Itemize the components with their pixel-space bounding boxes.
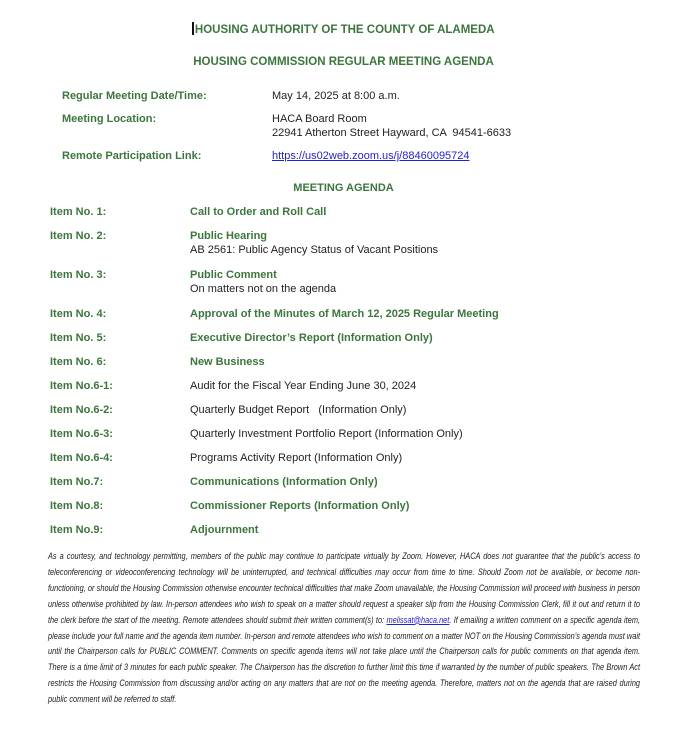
agenda-item bbox=[50, 403, 687, 417]
agenda-item-title: Audit for the Fiscal Year Ending June 30, 2024 bbox=[190, 380, 417, 392]
agenda-item-title: Executive Director’s Report (Information Only) bbox=[190, 332, 433, 344]
agenda-item-number: Item No.8: bbox=[50, 500, 104, 512]
agenda-item bbox=[50, 379, 687, 393]
agenda-item-title: Programs Activity Report (Information Only) bbox=[190, 452, 403, 464]
agenda-item-content bbox=[190, 307, 499, 321]
agenda-item-number: Item No.6-4: bbox=[50, 452, 113, 464]
agenda-item-subtitle: On matters not on the agenda bbox=[190, 283, 337, 295]
agenda-item-number: Item No.6-2: bbox=[50, 404, 113, 416]
agenda-item bbox=[50, 229, 687, 258]
agenda-item bbox=[50, 307, 687, 321]
agenda-item-number: Item No.7: bbox=[50, 476, 104, 488]
agenda-item-content bbox=[190, 427, 463, 441]
agenda-items bbox=[50, 205, 687, 537]
zoom-meeting-link[interactable]: https://us02web.zoom.us/j/88460095724 bbox=[272, 150, 470, 162]
document-subtitle: HOUSING COMMISSION REGULAR MEETING AGENDA bbox=[193, 56, 494, 68]
agenda-item-content bbox=[190, 379, 416, 393]
courtesy-notice-text-1: As a courtesy, and technology permitting, members of the public may continue to participate virtually by Zoom. However, HACA does not guarantee that the public’s access to teleconferencing or videoconferencing technology will be uninterrupted, and technical difficulties may occur from time to time. Should Zoom not be available, or become non-functioning, or should the Housing Commission otherwise encounter technical difficulties that make Zoom unavailable, the Housing Commission will proceed with business in person unless otherwise prohibited by law. In-person attendees who wish to speak on a matter should request a speaker slip from the Housing Commission Clerk, fill it out and return it to the clerk before the start of the meeting. Remote attendees should submit their written comment(s) to: bbox=[48, 551, 641, 625]
agenda-item bbox=[50, 355, 687, 369]
agenda-item-title: Approval of the Minutes of March 12, 2025 Regular Meeting bbox=[190, 308, 499, 320]
meeting-location-row bbox=[62, 112, 687, 140]
agenda-item-number: Item No. 2: bbox=[50, 230, 107, 242]
meeting-info bbox=[62, 89, 687, 163]
agenda-item-content bbox=[190, 205, 326, 219]
remote-participation-label: Remote Participation Link: bbox=[62, 150, 202, 162]
agenda-item-title: Call to Order and Roll Call bbox=[190, 206, 327, 218]
agenda-item-content bbox=[190, 331, 433, 345]
agenda-item-number: Item No. 1: bbox=[50, 206, 107, 218]
agenda-item-content bbox=[190, 523, 258, 537]
courtesy-notice-text-2: . If emailing a written comment on a specific agenda item, please include your full name and the agenda item number. In-person and remote attendees who wish to comment on a matter NOT on the Housing Commission’s agenda must wait until the Chairperson calls for PUBLIC COMMENT. Comments on specific agenda items will not take place until the Chairperson calls for public comments on that agenda item. There is a time limit of 3 minutes for each public speaker. The Chairperson has the discretion to further limit this time if warranted by the number of public speakers. The Brown Act restricts the Housing Commission from discussing and/or acting on any matters that are not on the meeting agenda. Therefore, matters not on the agenda that are raised during public comment will be referred to staff. bbox=[48, 614, 641, 705]
agenda-item-title: Public Comment bbox=[190, 269, 277, 281]
meeting-date-row bbox=[62, 89, 687, 103]
meeting-date-label: Regular Meeting Date/Time: bbox=[62, 90, 207, 102]
meeting-location-line2: 22941 Atherton Street Hayward, CA 94541-6633 bbox=[272, 127, 512, 139]
agenda-item-number: Item No.6-1: bbox=[50, 380, 113, 392]
document-title-text: HOUSING AUTHORITY OF THE COUNTY OF ALAMEDA bbox=[194, 24, 495, 36]
agenda-heading: MEETING AGENDA bbox=[293, 182, 394, 194]
agenda-item-number: Item No.9: bbox=[50, 524, 104, 536]
agenda-item-content bbox=[190, 499, 409, 513]
courtesy-notice bbox=[48, 549, 640, 708]
agenda-item-number: Item No. 3: bbox=[50, 269, 107, 281]
meeting-location-value bbox=[272, 112, 511, 140]
agenda-item bbox=[50, 427, 687, 441]
meeting-location-line1: HACA Board Room bbox=[272, 113, 367, 125]
agenda-item-content bbox=[190, 403, 406, 417]
agenda-item bbox=[50, 475, 687, 489]
agenda-item-number: Item No. 6: bbox=[50, 356, 107, 368]
text-cursor bbox=[192, 22, 194, 35]
agenda-item-content bbox=[190, 229, 438, 258]
agenda-item-title: Quarterly Investment Portfolio Report (Information Only) bbox=[190, 428, 463, 440]
agenda-item-title: New Business bbox=[190, 356, 265, 368]
agenda-item-number: Item No. 4: bbox=[50, 308, 107, 320]
agenda-item-content bbox=[190, 268, 336, 297]
agenda-item-number: Item No. 5: bbox=[50, 332, 107, 344]
document-title bbox=[0, 22, 687, 37]
meeting-date-value: May 14, 2025 at 8:00 a.m. bbox=[272, 90, 400, 102]
agenda-item-number: Item No.6-3: bbox=[50, 428, 113, 440]
meeting-location-label: Meeting Location: bbox=[62, 113, 157, 125]
agenda-item-title: Commissioner Reports (Information Only) bbox=[190, 500, 410, 512]
agenda-item-content bbox=[190, 355, 265, 369]
agenda-item-content bbox=[190, 451, 402, 465]
clerk-email-link[interactable]: melissat@haca.net bbox=[386, 614, 450, 625]
agenda-item-title: Quarterly Budget Report (Information Only) bbox=[190, 404, 407, 416]
agenda-item bbox=[50, 499, 687, 513]
agenda-item bbox=[50, 523, 687, 537]
agenda-item-content bbox=[190, 475, 378, 489]
agenda-item bbox=[50, 205, 687, 219]
remote-participation-row bbox=[62, 149, 687, 163]
agenda-item-title: Communications (Information Only) bbox=[190, 476, 378, 488]
agenda-item-subtitle: AB 2561: Public Agency Status of Vacant Positions bbox=[190, 244, 439, 256]
agenda-item bbox=[50, 331, 687, 345]
agenda-item-title: Public Hearing bbox=[190, 230, 268, 242]
agenda-item bbox=[50, 451, 687, 465]
agenda-item-title: Adjournment bbox=[190, 524, 259, 536]
agenda-item bbox=[50, 268, 687, 297]
